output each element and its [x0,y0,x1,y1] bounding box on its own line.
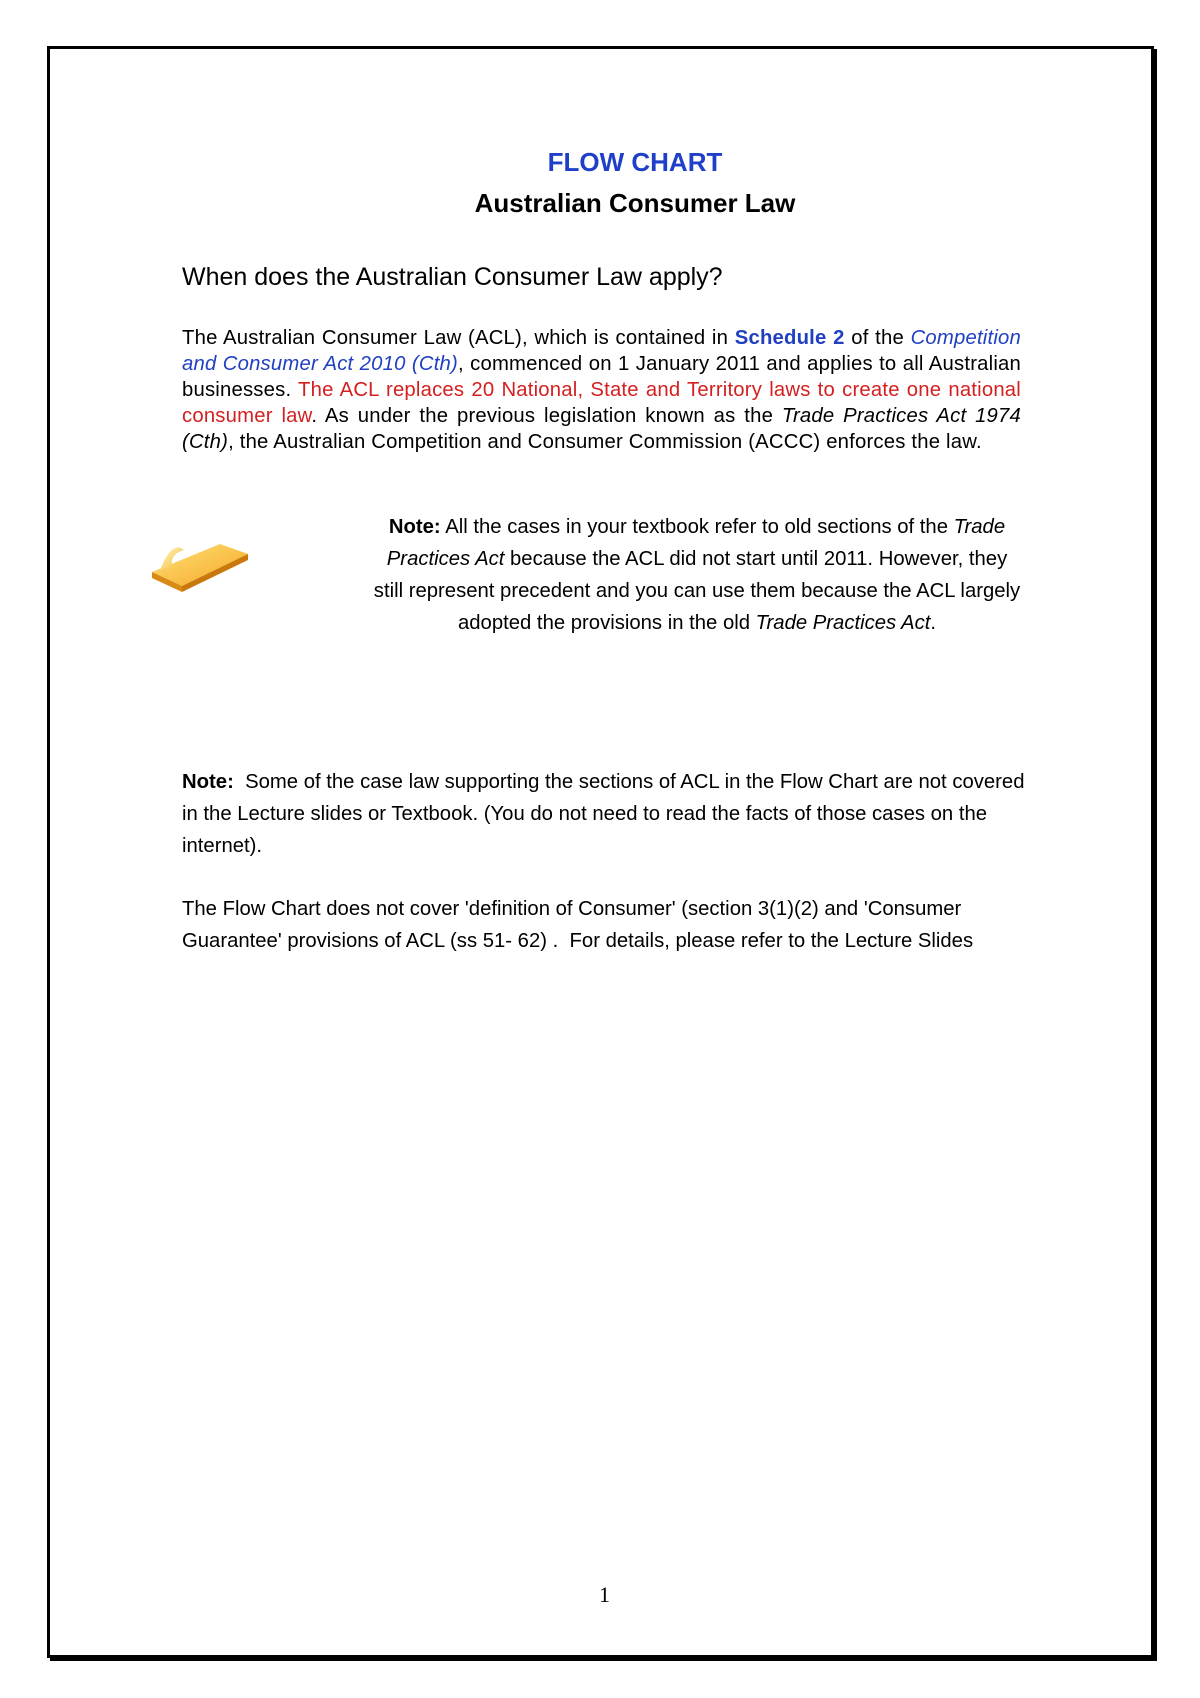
intro-text-5: , the Australian Competition and Consumer Commission (ACCC) enforces the law. [228,431,982,453]
intro-paragraph [182,325,1021,455]
case-law-note-text: Some of the case law supporting the sections of ACL in the Flow Chart are not covered in the Lecture slides or Textbook. (You do not need to read the facts of those cases on the internet). [182,771,1031,857]
intro-text-3: , commenced on 1 January 2011 and applies to all Australian businesses. [182,353,1021,401]
sticky-note-icon [150,536,250,598]
document-title: FLOW CHART [547,147,723,177]
trade-practices-act-name: Trade Practices Act 1974 (Cth) [182,405,1021,453]
document-subtitle: Australian Consumer Law [474,188,796,218]
coverage-note: The Flow Chart does not cover 'definition of Consumer' (section 3(1)(2) and 'Consumer Guarantee' provisions of ACL (ss 51- 62) . For details, please refer to the Lecture Slides [182,898,974,952]
note-label: Note: [388,516,441,538]
note-box [372,511,1022,639]
note-text-2: because the ACL did not start until 2011. However, they still represent precedent and you can use them because the ACL largely adopted the provisions in the old [373,548,1021,634]
note-text-3: . [930,612,936,634]
intro-text-4: . As under the previous legislation known as the [311,405,782,427]
case-law-note-label: Note: [182,771,234,793]
note-text-1: All the cases in your textbook refer to old sections of the [440,516,954,538]
note-tpa-name: Trade Practices Act [386,516,1006,570]
page-number: 1 [599,1582,610,1607]
intro-text-1: The Australian Consumer Law (ACL), which is contained in [182,327,735,349]
schedule-reference: Schedule 2 [734,327,845,349]
case-law-note [182,766,1042,862]
act-name: Competition and Consumer Act 2010 (Cth) [182,327,1021,375]
acl-replaces-statement: The ACL replaces 20 National, State and Territory laws to create one national consumer law [182,379,1021,427]
note-tpa-name-2: Trade Practices Act [755,612,931,634]
intro-text-2: of the [844,327,911,349]
section-heading: When does the Australian Consumer Law apply? [182,263,723,291]
